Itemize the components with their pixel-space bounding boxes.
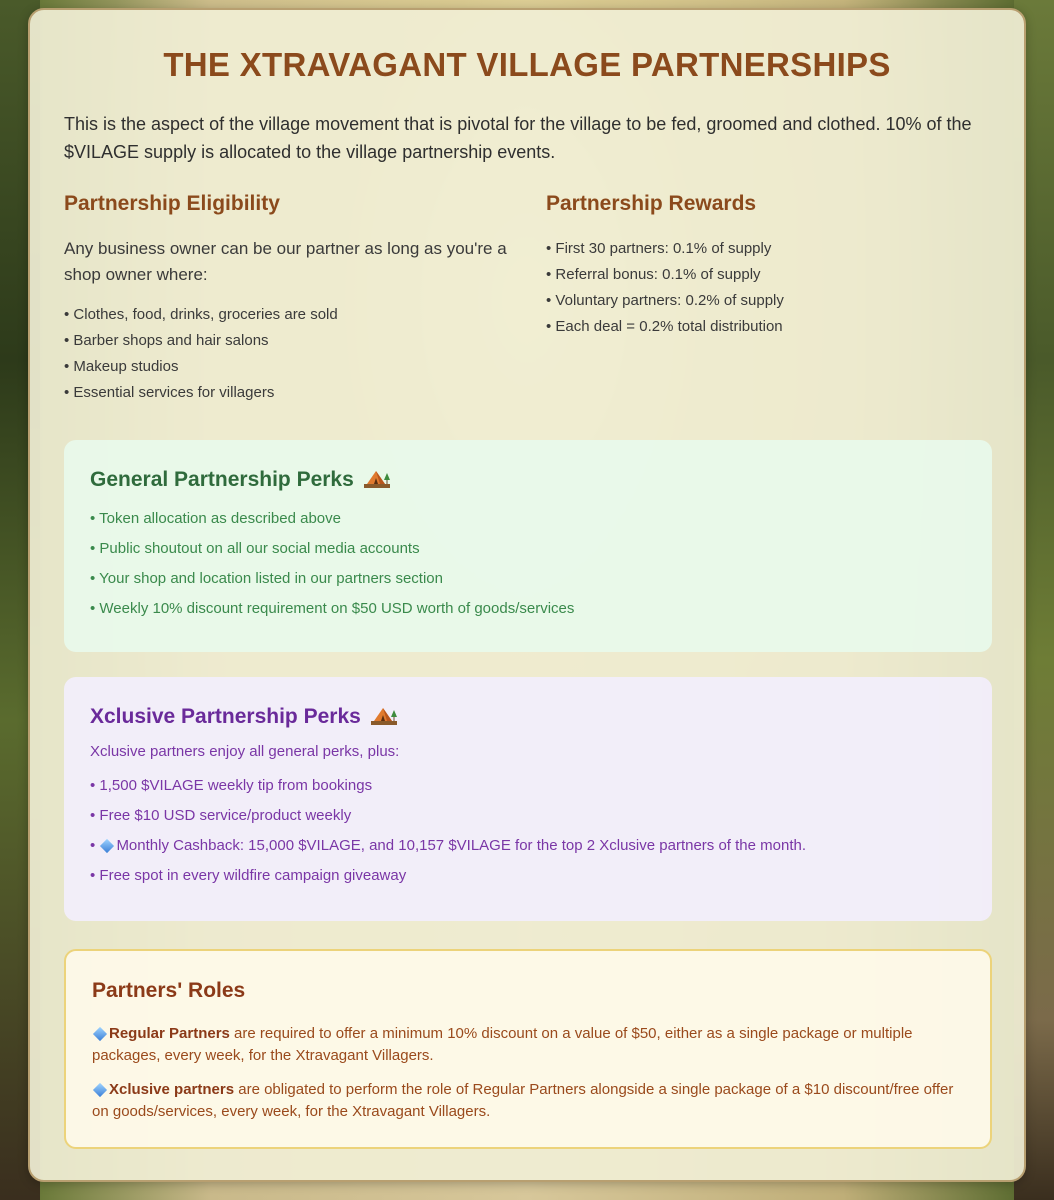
xclusive-partners-text: are obligated to perform the role of Regular Partners alongside a single package of a $10 discount/free offer on goods/services, every week, for the Xtravagant Villagers. [92,1081,954,1120]
list-item: • Weekly 10% discount requirement on $50 USD worth of goods/services [90,600,575,617]
info-columns [64,192,990,406]
list-item: • 1,500 $VILAGE weekly tip from bookings [90,777,373,794]
general-perks-heading [90,468,966,492]
tent-icon [364,468,390,488]
rewards-section [546,192,986,406]
eligibility-section [64,192,546,406]
list-item-cashback [90,831,966,861]
list-item: • Clothes, food, drinks, groceries are sold [64,306,338,323]
partners-roles-box [64,949,992,1149]
blue-diamond-icon [93,1082,107,1096]
partnerships-card [28,8,1026,1182]
general-perks-box [64,440,992,652]
eligibility-text: Any business owner can be our partner as long as you're a shop owner where: [64,239,507,284]
bullet: • [90,837,96,854]
roles-heading: Partners' Roles [92,979,246,1002]
regular-partners-label: Regular Partners [109,1025,230,1042]
xclusive-perks-box [64,677,992,921]
xclusive-partners-label: Xclusive partners [109,1081,235,1098]
list-item: • Barber shops and hair salons [64,332,269,349]
general-perks-title: General Partnership Perks [90,468,354,491]
regular-partners-text: are required to offer a minimum 10% discount on a value of $50, either as a single package or multiple packages, every week, for the Xtravagant Villagers. [92,1025,913,1064]
tent-icon [371,705,397,725]
rewards-heading: Partnership Rewards [546,192,757,215]
list-item: • Each deal = 0.2% total distribution [546,318,783,335]
list-item: • Public shoutout on all our social media accounts [90,540,420,557]
cashback-text: Monthly Cashback: 15,000 $VILAGE, and 10,157 $VILAGE for the top 2 Xclusive partners of the month. [116,837,807,854]
eligibility-heading: Partnership Eligibility [64,192,280,215]
xclusive-perks-heading [90,705,966,729]
list-item: • Your shop and location listed in our partners section [90,570,443,587]
intro-text: This is the aspect of the village movement that is pivotal for the village to be fed, groomed and clothed. 10% of the $VILAGE supply is allocated to the village partnership events. [64,114,972,162]
page-title: THE XTRAVAGANT VILLAGE PARTNERSHIPS [163,46,891,83]
blue-diamond-icon [93,1026,107,1040]
list-item: • Free $10 USD service/product weekly [90,807,352,824]
list-item: • Token allocation as described above [90,510,341,527]
xclusive-intro: Xclusive partners enjoy all general perks, plus: [90,743,400,760]
blue-diamond-icon [100,838,114,852]
list-item: • Makeup studios [64,358,179,375]
list-item: • Free spot in every wildfire campaign giveaway [90,867,407,884]
xclusive-partners-role [92,1079,964,1123]
xclusive-perks-list [90,771,966,891]
rewards-list [546,236,986,340]
regular-partners-role [92,1023,964,1067]
general-perks-list [90,504,966,624]
list-item: • Essential services for villagers [64,384,275,401]
list-item: • Referral bonus: 0.1% of supply [546,266,761,283]
list-item: • Voluntary partners: 0.2% of supply [546,292,784,309]
eligibility-list [64,302,546,406]
list-item: • First 30 partners: 0.1% of supply [546,240,772,257]
xclusive-perks-title: Xclusive Partnership Perks [90,705,361,728]
